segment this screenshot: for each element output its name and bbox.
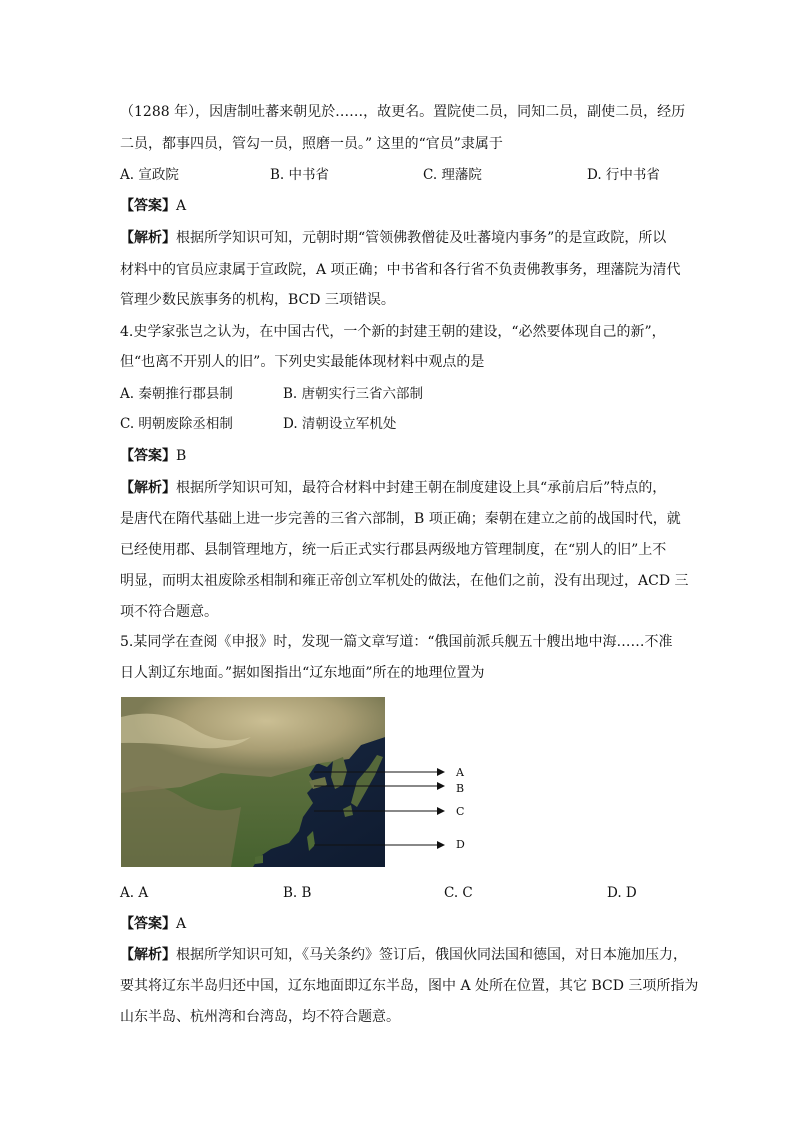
q4-option-a: A. 秦朝推行郡县制 (120, 386, 233, 402)
q4-analysis-line-3: 已经使用郡、县制管理地方，统一后正式实行郡县两级地方管理制度，在“别人的旧”上不 (120, 542, 667, 558)
map-label-a: A (456, 766, 464, 779)
q3-stem-line-1: （1288 年），因唐制吐蕃来朝见於……，故更名。置院使二员，同知二员，副使二员，经历 (120, 104, 686, 120)
q4-option-b: B. 唐朝实行三省六部制 (283, 386, 424, 402)
q5-option-b: B. B (283, 885, 312, 901)
q4-stem-line-1: 4.史学家张岂之认为，在中国古代，一个新的封建王朝的建设，“必然要体现自己的新”， (120, 324, 666, 340)
q3-analysis-line-2: 材料中的官员应隶属于宣政院，A 项正确；中书省和各行省不负责佛教事务，理藩院为清代 (120, 262, 681, 278)
q4-analysis-line-5: 项不符合题意。 (120, 604, 218, 620)
q5-stem-line-1: 5.某同学在查阅《申报》时，发现一篇文章写道：“俄国前派兵舰五十艘出地中海……不准 (120, 634, 673, 650)
q4-stem-line-2: 但“也离不开别人的旧”。下列史实最能体现材料中观点的是 (120, 354, 485, 370)
map-label-c: C (456, 805, 465, 818)
answer-value: A (176, 916, 187, 932)
answer-value: A (176, 198, 187, 214)
q3-option-c: C. 理藩院 (423, 167, 482, 183)
analysis-tag: 【解析】 (120, 947, 176, 963)
answer-tag: 【答案】 (120, 198, 176, 214)
q5-analysis-line-2: 要其将辽东半岛归还中国，辽东地面即辽东半岛，图中 A 处所在位置，其它 BCD 三项所指为 (120, 978, 699, 994)
analysis-text: 根据所学知识可知，《马关条约》签订后，俄国伙同法国和德国，对日本施加压力， (176, 947, 687, 963)
q3-option-a: A. 宣政院 (120, 167, 179, 183)
answer-tag: 【答案】 (120, 448, 176, 464)
map-label-d: D (456, 838, 465, 851)
q3-stem-line-2: 二员，都事四员，管勾一员，照磨一员。” 这里的“官员”隶属于 (120, 136, 503, 152)
q5-answer (120, 914, 186, 934)
q4-answer (120, 446, 186, 466)
q4-option-d: D. 清朝设立军机处 (283, 416, 397, 432)
q5-option-c: C. C (444, 885, 473, 901)
analysis-tag: 【解析】 (120, 480, 176, 496)
q3-option-d: D. 行中书省 (587, 167, 660, 183)
analysis-tag: 【解析】 (120, 230, 176, 246)
q4-option-c: C. 明朝废除丞相制 (120, 416, 233, 432)
map-arrows (300, 760, 480, 860)
q3-answer (120, 196, 186, 216)
q4-analysis-line-4: 明显，而明太祖废除丞相制和雍正帝创立军机处的做法，在他们之前，没有出现过，ACD 三 (120, 573, 689, 589)
answer-tag: 【答案】 (120, 916, 176, 932)
answer-value: B (176, 448, 187, 464)
q3-analysis-line-1 (120, 228, 666, 248)
q5-analysis-line-3: 山东半岛、杭州湾和台湾岛，均不符合题意。 (120, 1009, 400, 1025)
analysis-text: 根据所学知识可知，最符合材料中封建王朝在制度建设上具“承前启后”特点的， (176, 480, 667, 496)
q5-option-a: A. A (120, 885, 149, 901)
q3-option-b: B. 中书省 (270, 167, 330, 183)
analysis-text: 根据所学知识可知，元朝时期“管领佛教僧徒及吐蕃境内事务”的是宣政院，所以 (176, 230, 667, 246)
q5-option-d: D. D (607, 885, 637, 901)
map-label-b: B (456, 782, 465, 795)
q5-stem-line-2: 日人割辽东地面。”据如图指出“辽东地面”所在的地理位置为 (120, 665, 485, 681)
q4-analysis-line-2: 是唐代在隋代基础上进一步完善的三省六部制，B 项正确；秦朝在建立之前的战国时代，就 (120, 511, 681, 527)
q5-analysis-line-1 (120, 945, 687, 965)
q3-analysis-line-3: 管理少数民族事务的机构，BCD 三项错误。 (120, 292, 395, 308)
q4-analysis-line-1 (120, 478, 666, 498)
